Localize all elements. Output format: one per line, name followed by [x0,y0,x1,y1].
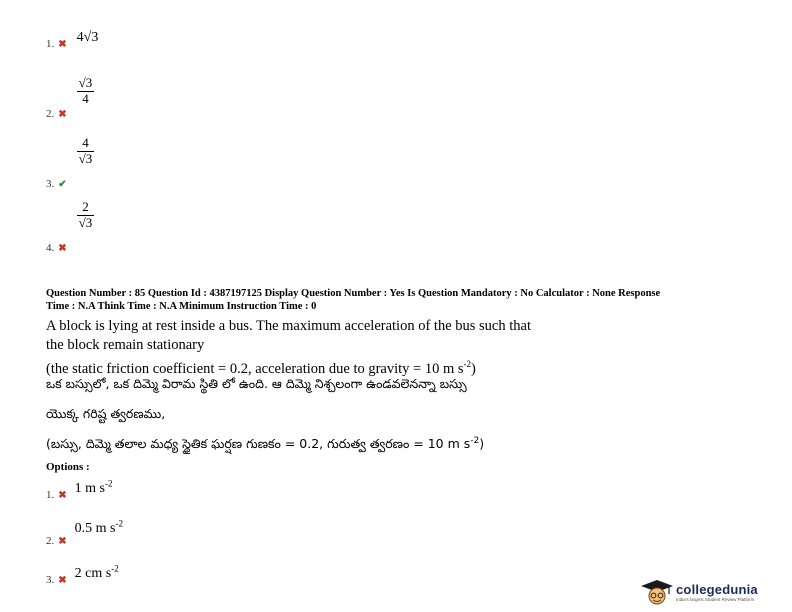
option-fraction [77,200,95,231]
fraction-denominator: 4 [77,91,95,107]
meta-line-1: Question Number : 85 Question Id : 4387197125 Display Question Number : Yes Is Question Mandatory : No Calculator : None Response [46,288,661,299]
superscript: -2 [463,359,472,369]
option-3 [46,563,119,586]
question-telugu-line-1: ఒక బస్సులో, ఒక దిమ్మె విరామ స్థితి లో ఉంది. ఆ దిమ్మె నిశ్చలంగా ఉండవలెనన్నా బస్సు [46,376,467,391]
prev-option-1 [46,30,99,52]
superscript: -2 [470,436,480,446]
option-value-text: 1 m s [74,480,105,496]
option-fraction [77,136,95,167]
wrong-mark-icon: ✖ [58,109,67,121]
options-label: Options : [46,461,90,473]
superscript: -2 [111,563,119,573]
closing-paren: ) [471,360,476,377]
question-telugu-line-2: యొక్క గరిష్ట త్వరణము, [46,406,166,421]
option-2 [46,518,123,547]
meta-line-2: Time : N.A Think Time : N.A Minimum Instruction Time : 0 [46,301,317,312]
option-number: 3. [46,573,55,586]
option-value-text: 2 cm s [74,565,112,581]
option-1 [46,478,113,501]
question-telugu-line-3-text: (బస్సు, దిమ్మె తలాల మధ్య స్థైతిక ఘర్షణ గుణకం = 0.2, గురుత్వ త్వరణం = 10 m s [46,436,471,452]
wrong-mark-icon: ✖ [58,39,67,50]
wrong-mark-icon: ✖ [58,535,67,547]
fraction-denominator: √3 [78,214,93,230]
fraction-numerator: √3 [78,75,93,90]
superscript: -2 [115,518,123,528]
correct-mark-icon: ✔ [58,179,67,191]
option-number: 1. [46,38,55,50]
logo-wordmark: collegedunia [676,582,758,597]
option-value [74,518,123,536]
wrong-mark-icon: ✖ [58,489,67,501]
option-number: 2. [46,108,55,121]
option-number: 4. [46,242,55,255]
option-number: 2. [46,534,55,547]
mascot-icon [640,578,674,606]
option-value: 4√3 [76,30,99,45]
question-telugu-line-3 [46,436,766,455]
option-fraction [77,76,95,107]
fraction-denominator: √3 [78,150,93,166]
prev-option-3 [46,135,94,191]
question-text [46,317,766,379]
fraction-numerator: 2 [82,199,89,214]
prev-option-4 [46,199,94,255]
question-en-line-1: A block is lying at rest inside a bus. The maximum acceleration of the bus such that [46,318,531,334]
closing-paren: ) [479,436,485,452]
wrong-mark-icon: ✖ [58,574,67,586]
option-value [74,563,119,581]
collegedunia-logo [640,578,758,606]
logo-tagline: India's largest Student Review Platform [676,597,755,602]
prev-option-2 [46,75,94,121]
option-number: 3. [46,178,55,191]
superscript: -2 [104,478,113,488]
option-value [74,478,113,496]
question-meta [46,287,766,313]
option-value-text: 0.5 m s [74,520,116,536]
question-en-line-3-text: (the static friction coefficient = 0.2, acceleration due to gravity = 10 m s [46,360,464,377]
option-number: 1. [46,488,55,501]
wrong-mark-icon: ✖ [58,243,67,255]
fraction-numerator: 4 [82,135,89,150]
question-en-line-2: the block remain stationary [46,337,205,353]
